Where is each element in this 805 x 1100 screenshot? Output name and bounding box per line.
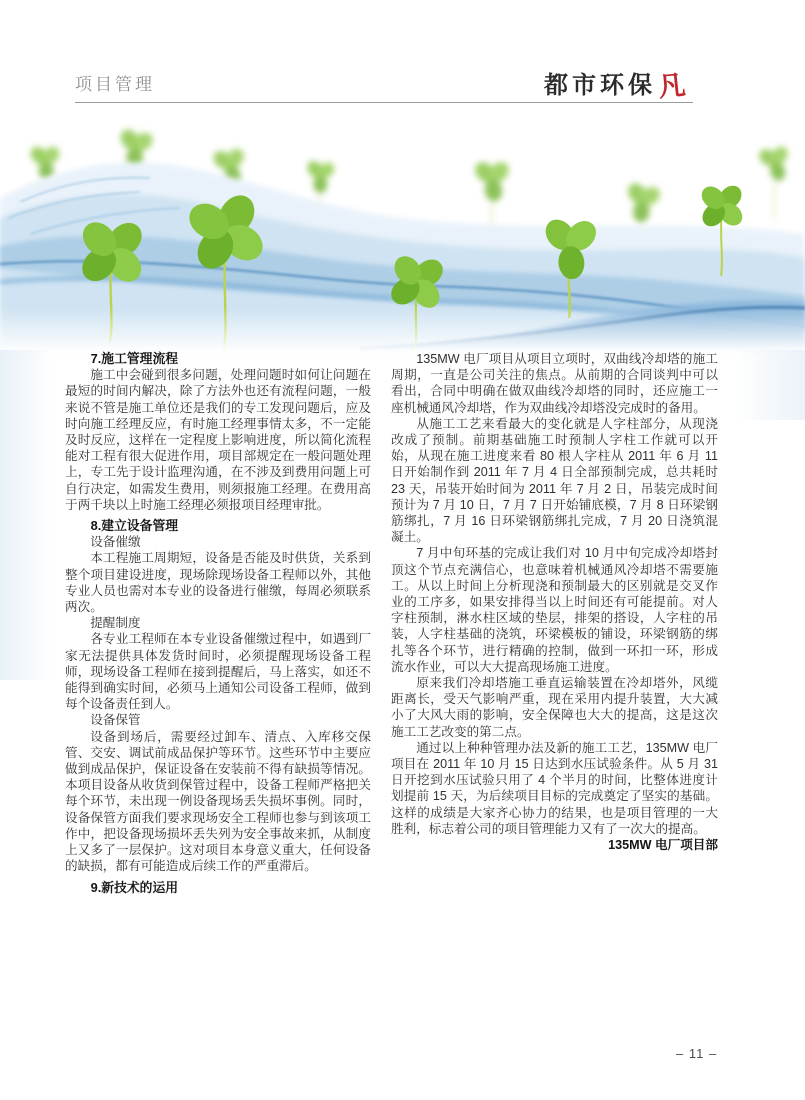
article-paragraph: 本工程施工周期短，设备是否能及时供货，关系到整个项目建设进度，现场除现场设备工程师以外，其他专业人员也需对本专业的设备进行催缴，每周必须联系两次。 bbox=[65, 551, 371, 615]
article-paragraph: 设备到场后，需要经过卸车、清点、入库移交保管、交安、调试前成品保护等环节。这些环节中主要应做到成品保护，保证设备在安装前不得有缺损等情况。本项目设备从收货到保管过程中，设备工程师严格把关每个环节，未出现一例设备现场丢失损坏事例。同时，设备保管方面我们要求现场安全工程师也参与到该项工作中，把设备现场损坏丢失列为安全事故来抓，从制度上又多了一层保护。这对项目本身意义重大，任何设备的缺损，都有可能造成后续工作的严重滞后。 bbox=[65, 729, 371, 874]
article-paragraph: 从施工工艺来看最大的变化就是人字柱部分，从现浇改成了预制。前期基础施工时预制人字柱工作就可以开始，从现在施工进度来看 80 根人字柱从 2011 年 6 月 11 日开始制作到 2011 年 7 月 4 日全部预制完成，总共耗时 23 天，吊装开始时间为 2011 年 7 月 2 日，吊装完成时间预计为 7 月 10 日，7 月 7 日开始铺底模，7 月 8 日环梁钢筋绑扎，7 月 16 日环梁钢筋绑扎完成，7 月 20 日浇筑混凝土。 bbox=[391, 416, 718, 545]
article-heading: 8.建立设备管理 bbox=[90, 518, 179, 534]
article-paragraph: 7 月中旬环基的完成让我们对 10 月中旬完成冷却塔封顶这个节点充满信心，也意味着机械通风冷却塔不需要施工。从以上时间上分析现浇和预制最大的区别就是交叉作业的工序多，如果安排得当以上时间还有可能提前。对人字柱预制，淋水柱区域的垫层，排架的搭设，人字柱的吊装，人字柱基础的浇筑，环梁模板的铺设，环梁钢筋的绑扎等各个环节，进行精确的控制，做到一环扣一环，形成流水作业，可以大大提高现场施工进度。 bbox=[391, 546, 718, 674]
article-paragraph: 施工中会碰到很多问题，处理问题时如何让问题在最短的时间内解决，除了方法外也还有流程问题，一般来说不管是施工单位还是我们的专工发现问题后，应及时向施工经理反应，有时施工经理事情太多，不一定能及时反应，这样在一定程度上影响进度，所以简化流程能对工程有很大促进作用，项目部规定在一般问题处理上，专工先于设计监理沟通，在不涉及到费用问题上可自行决定，如需发生费用，则须报施工经理。在费用高于两千块以上时施工经理必须报项目经理审批。 bbox=[65, 368, 371, 512]
article-subheading: 提醒制度 bbox=[90, 616, 141, 631]
article-paragraph: 通过以上种种管理办法及新的施工工艺，135MW 电厂项目在 2011 年 10 月 15 日达到水压试验条件。从 5 月 31 日开挖到水压试验只用了 4 个半月的时间，比整体进度计划提前 15 天，为后续项目目标的完成奠定了坚实的基础。这样的成绩是大家齐心协力的结果，也是项目管理的一大胜利，标志着公司的项目管理能力又有了一次大的提高。 bbox=[391, 740, 718, 836]
article-heading: 7.施工管理流程 bbox=[90, 351, 179, 366]
article-paragraph: 各专业工程师在本专业设备催缴过程中，如遇到厂家无法提供具体发货时间时，必须提醒现场设备工程师，现场设备工程师在接到提醒后，马上落实，如还不能得到确实时间，必须马上通知公司设备工程师，做到每个设备责任到人。 bbox=[65, 632, 371, 712]
header-rule bbox=[75, 102, 693, 103]
water-wave-graphic bbox=[0, 106, 805, 358]
article-right-column bbox=[391, 351, 718, 853]
right-edge-tint bbox=[735, 350, 805, 420]
article-subheading: 设备保管 bbox=[90, 713, 141, 728]
left-edge-tint bbox=[0, 350, 52, 680]
article-signature: 135MW 电厂项目部 bbox=[608, 838, 718, 853]
decorative-banner bbox=[0, 106, 805, 358]
article-heading: 9.新技术的运用 bbox=[90, 879, 179, 895]
article-paragraph: 135MW 电厂项目从项目立项时，双曲线冷却塔的施工周期，一直是公司关注的焦点。从前期的合同谈判中可以看出，合同中明确在做双曲线冷却塔的同时，还应施工一座机械通风冷却塔，作为双曲线冷却塔没完成时的备用。 bbox=[391, 352, 718, 415]
page-number: – 11 – bbox=[676, 1046, 718, 1061]
article-paragraph: 原来我们冷却塔施工垂直运输装置在冷却塔外，风缆距离长，受天气影响严重，现在采用内提升装置，大大减小了大风大雨的影响，安全保障也大大的提高，这是这次施工工艺改变的第二点。 bbox=[391, 676, 718, 739]
section-title: 项目管理 bbox=[75, 75, 155, 94]
brand-mark-icon: 凡 bbox=[656, 69, 687, 103]
article-subheading: 设备催缴 bbox=[90, 535, 141, 550]
brand-logo bbox=[544, 64, 685, 103]
article-left-column bbox=[65, 351, 371, 896]
brand-name: 都市环保 bbox=[544, 72, 656, 99]
